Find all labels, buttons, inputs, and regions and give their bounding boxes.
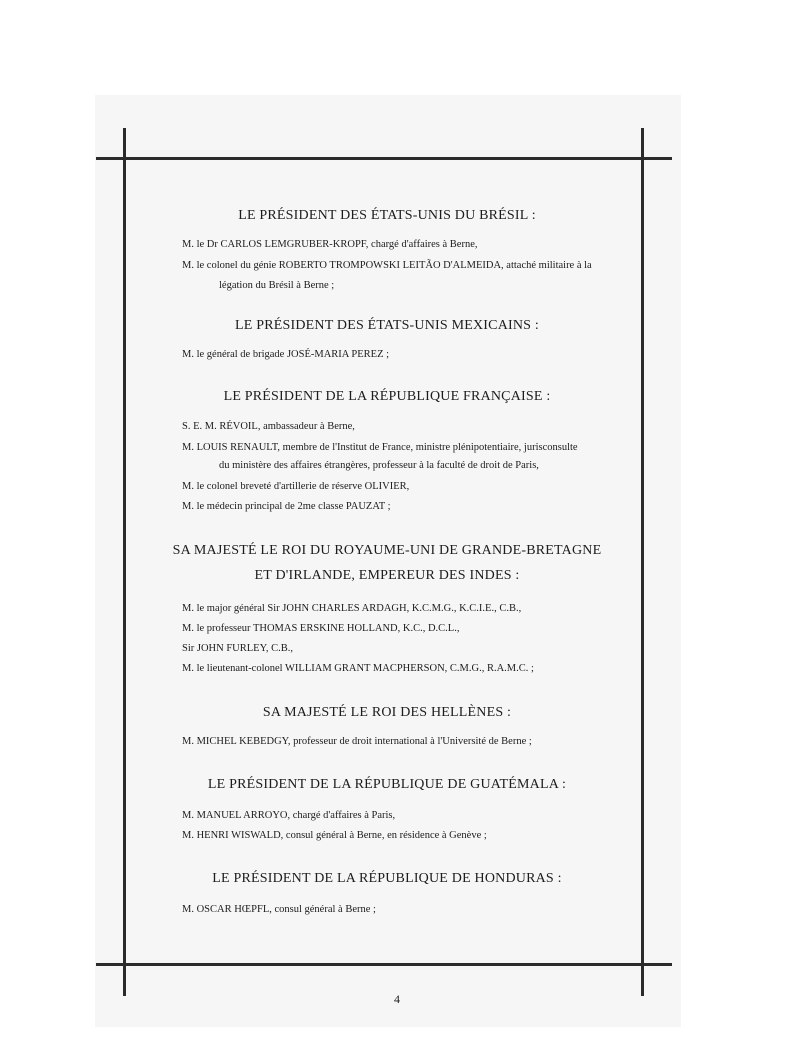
bottom-rule	[96, 963, 672, 966]
entry-line: M. le général de brigade JOSÉ-MARIA PEREZ ;	[182, 349, 390, 360]
left-rule	[123, 128, 126, 996]
heading-bresil: LE PRÉSIDENT DES ÉTATS-UNIS DU BRÉSIL :	[238, 208, 536, 223]
heading-france: LE PRÉSIDENT DE LA RÉPUBLIQUE FRANÇAISE :	[223, 389, 551, 404]
entry-line: Sir JOHN FURLEY, C.B.,	[182, 643, 293, 654]
entry-line: M. le professeur THOMAS ERSKINE HOLLAND, K.C., D.C.L.,	[182, 623, 460, 634]
entry-line: M. le major général Sir JOHN CHARLES ARDAGH, K.C.M.G., K.C.I.E., C.B.,	[182, 603, 522, 614]
entry-line: M. MANUEL ARROYO, chargé d'affaires à Paris,	[182, 810, 396, 821]
entry-line: M. le Dr CARLOS LEMGRUBER-KROPF, chargé d'affaires à Berne,	[182, 239, 478, 250]
heading-honduras: LE PRÉSIDENT DE LA RÉPUBLIQUE DE HONDURAS :	[212, 871, 562, 886]
entry-line: M. le lieutenant-colonel WILLIAM GRANT MACPHERSON, C.M.G., R.A.M.C. ;	[182, 663, 534, 674]
entry-line: M. le colonel du génie ROBERTO TROMPOWSKI LEITÃO D'ALMEIDA, attaché militaire à la	[182, 260, 592, 271]
entry-line: M. LOUIS RENAULT, membre de l'Institut de France, ministre plénipotentiaire, jurisconsulte	[182, 442, 578, 453]
entry-line: du ministère des affaires étrangères, professeur à la faculté de droit de Paris,	[219, 460, 539, 471]
entry-line: M. le médecin principal de 2me classe PAUZAT ;	[182, 501, 391, 512]
heading-irlande: ET D'IRLANDE, EMPEREUR DES INDES :	[254, 568, 520, 583]
entry-line: S. E. M. RÉVOIL, ambassadeur à Berne,	[182, 421, 355, 432]
heading-mexique: LE PRÉSIDENT DES ÉTATS-UNIS MEXICAINS :	[235, 318, 539, 333]
scanned-page	[95, 95, 681, 1027]
entry-line: M. OSCAR HŒPFL, consul général à Berne ;	[182, 904, 376, 915]
heading-guatemala: LE PRÉSIDENT DE LA RÉPUBLIQUE DE GUATÉMALA :	[207, 777, 567, 792]
top-rule	[96, 157, 672, 160]
heading-grande-bretagne: SA MAJESTÉ LE ROI DU ROYAUME-UNI DE GRANDE-BRETAGNE	[172, 543, 602, 558]
entry-line: légation du Brésil à Berne ;	[219, 280, 335, 291]
entry-line: M. MICHEL KEBEDGY, professeur de droit international à l'Université de Berne ;	[182, 736, 532, 747]
page-number: 4	[394, 992, 400, 1006]
heading-hellenes: SA MAJESTÉ LE ROI DES HELLÈNES :	[262, 705, 512, 720]
right-rule	[641, 128, 644, 996]
entry-line: M. HENRI WISWALD, consul général à Berne, en résidence à Genève ;	[182, 830, 487, 841]
entry-line: M. le colonel breveté d'artillerie de réserve OLIVIER,	[182, 481, 410, 492]
